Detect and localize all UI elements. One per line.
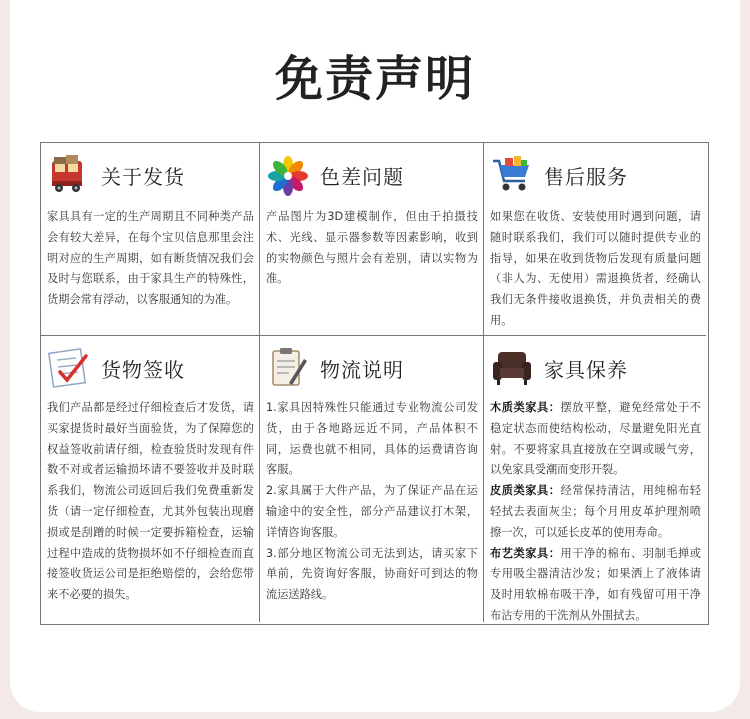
section-title: 售后服务 bbox=[544, 164, 628, 189]
section-receipt bbox=[41, 336, 260, 622]
section-text: 我们产品都是经过仔细检查后才发货，请买家提货时最好当面验货，为了保障您的权益签收前请仔细，检查验货时发现有件数不对或者运输损坏请不要签收并及时联系我们，物流公司返回后我们免费重新发货（请一定仔细检查，尤其外包装出现磨损或是刮蹭的时候一定要拆箱检查，运输过程中造成的货物损坏如不仔细检查而直接签收货运公司是拒绝赔偿的，会给您带来不必要的损失。 bbox=[47, 401, 254, 602]
section-text bbox=[266, 398, 478, 606]
care-item-lead: 木质类家具： bbox=[490, 401, 561, 414]
care-item-text: 经常保持清洁，用纯棉布轻轻拭去表面灰尘；每个月用皮革护理剂喷擦一次，可以延长皮革的使用寿命。 bbox=[490, 484, 701, 539]
section-text bbox=[490, 398, 701, 622]
checklist-icon bbox=[47, 346, 91, 390]
section-header bbox=[266, 342, 478, 394]
care-item-wood bbox=[490, 398, 701, 481]
shopping-cart-icon bbox=[490, 153, 534, 197]
page bbox=[10, 0, 740, 712]
care-item-fabric bbox=[490, 544, 701, 622]
section-text: 如果您在收货、安装使用时遇到问题，请随时联系我们，我们可以随时提供专业的指导，如果在收到货物后发现有质量问题（非人为、无使用）需退换货者，经确认我们无条件接收退换货，并负责相关的费用。 bbox=[490, 210, 701, 327]
section-header bbox=[47, 342, 254, 394]
section-logistics bbox=[260, 336, 484, 622]
section-shipping bbox=[41, 143, 260, 336]
section-maintenance bbox=[484, 336, 706, 622]
section-text: 家具具有一定的生产周期且不同种类产品会有较大差异，在每个宝贝信息那里会注明对应的生产周期，如有断货情况我们会及时与您联系，由于家具生产的特殊性，货期会常有浮动，以客服通知的为准。 bbox=[47, 210, 254, 307]
delivery-truck-icon bbox=[47, 153, 91, 197]
paragraph: 1.家具因特殊性只能通过专业物流公司发货，由于各地路远近不同，产品体积不同，运费也就不相同，具体的运费请咨询客服。 bbox=[266, 401, 478, 477]
section-text: 产品图片为3D建模制作，但由于拍摄技术、光线、显示器参数等因素影响，收到的实物颜色与照片会有差别，请以实物为准。 bbox=[266, 210, 478, 286]
section-header bbox=[490, 342, 701, 394]
clipboard-pen-icon bbox=[266, 346, 310, 390]
armchair-icon bbox=[490, 346, 534, 390]
section-title: 家具保养 bbox=[544, 357, 628, 382]
paragraph: 2.家具属于大件产品，为了保证产品在运输途中的安全性，部分产品建议打木架，详情咨询客服。 bbox=[266, 484, 478, 539]
section-title: 色差问题 bbox=[320, 164, 404, 189]
section-title: 货物签收 bbox=[101, 357, 185, 382]
section-color-difference bbox=[260, 143, 484, 336]
section-header bbox=[47, 149, 254, 201]
disclaimer-grid bbox=[40, 142, 709, 625]
section-after-sales bbox=[484, 143, 706, 336]
paragraph: 3.部分地区物流公司无法到达，请买家下单前，先资询好客服，协商好可到达的物流运送路线。 bbox=[266, 546, 478, 602]
page-title: 免责声明 bbox=[274, 51, 475, 107]
care-item-lead: 布艺类家具： bbox=[490, 546, 561, 560]
section-title: 物流说明 bbox=[320, 357, 404, 382]
section-header bbox=[266, 149, 478, 201]
section-title: 关于发货 bbox=[101, 164, 185, 189]
care-item-leather bbox=[490, 481, 701, 543]
color-palette-icon bbox=[266, 153, 310, 197]
section-header bbox=[490, 149, 701, 201]
care-item-text: 用干净的棉布、羽制毛掸或专用吸尘器清洁沙发；如果洒上了液体请及时用软棉布吸干净，如有残留可用干净布沾专用的干洗剂从外围拭去。 bbox=[490, 546, 701, 622]
care-item-text: 摆放平整，避免经常处于不稳定状态而使结构松动，尽量避免阳光直射。不要将家具直接放在空调或暖气旁，以免家具受潮而变形开裂。 bbox=[490, 401, 701, 477]
care-item-lead: 皮质类家具： bbox=[490, 484, 561, 498]
